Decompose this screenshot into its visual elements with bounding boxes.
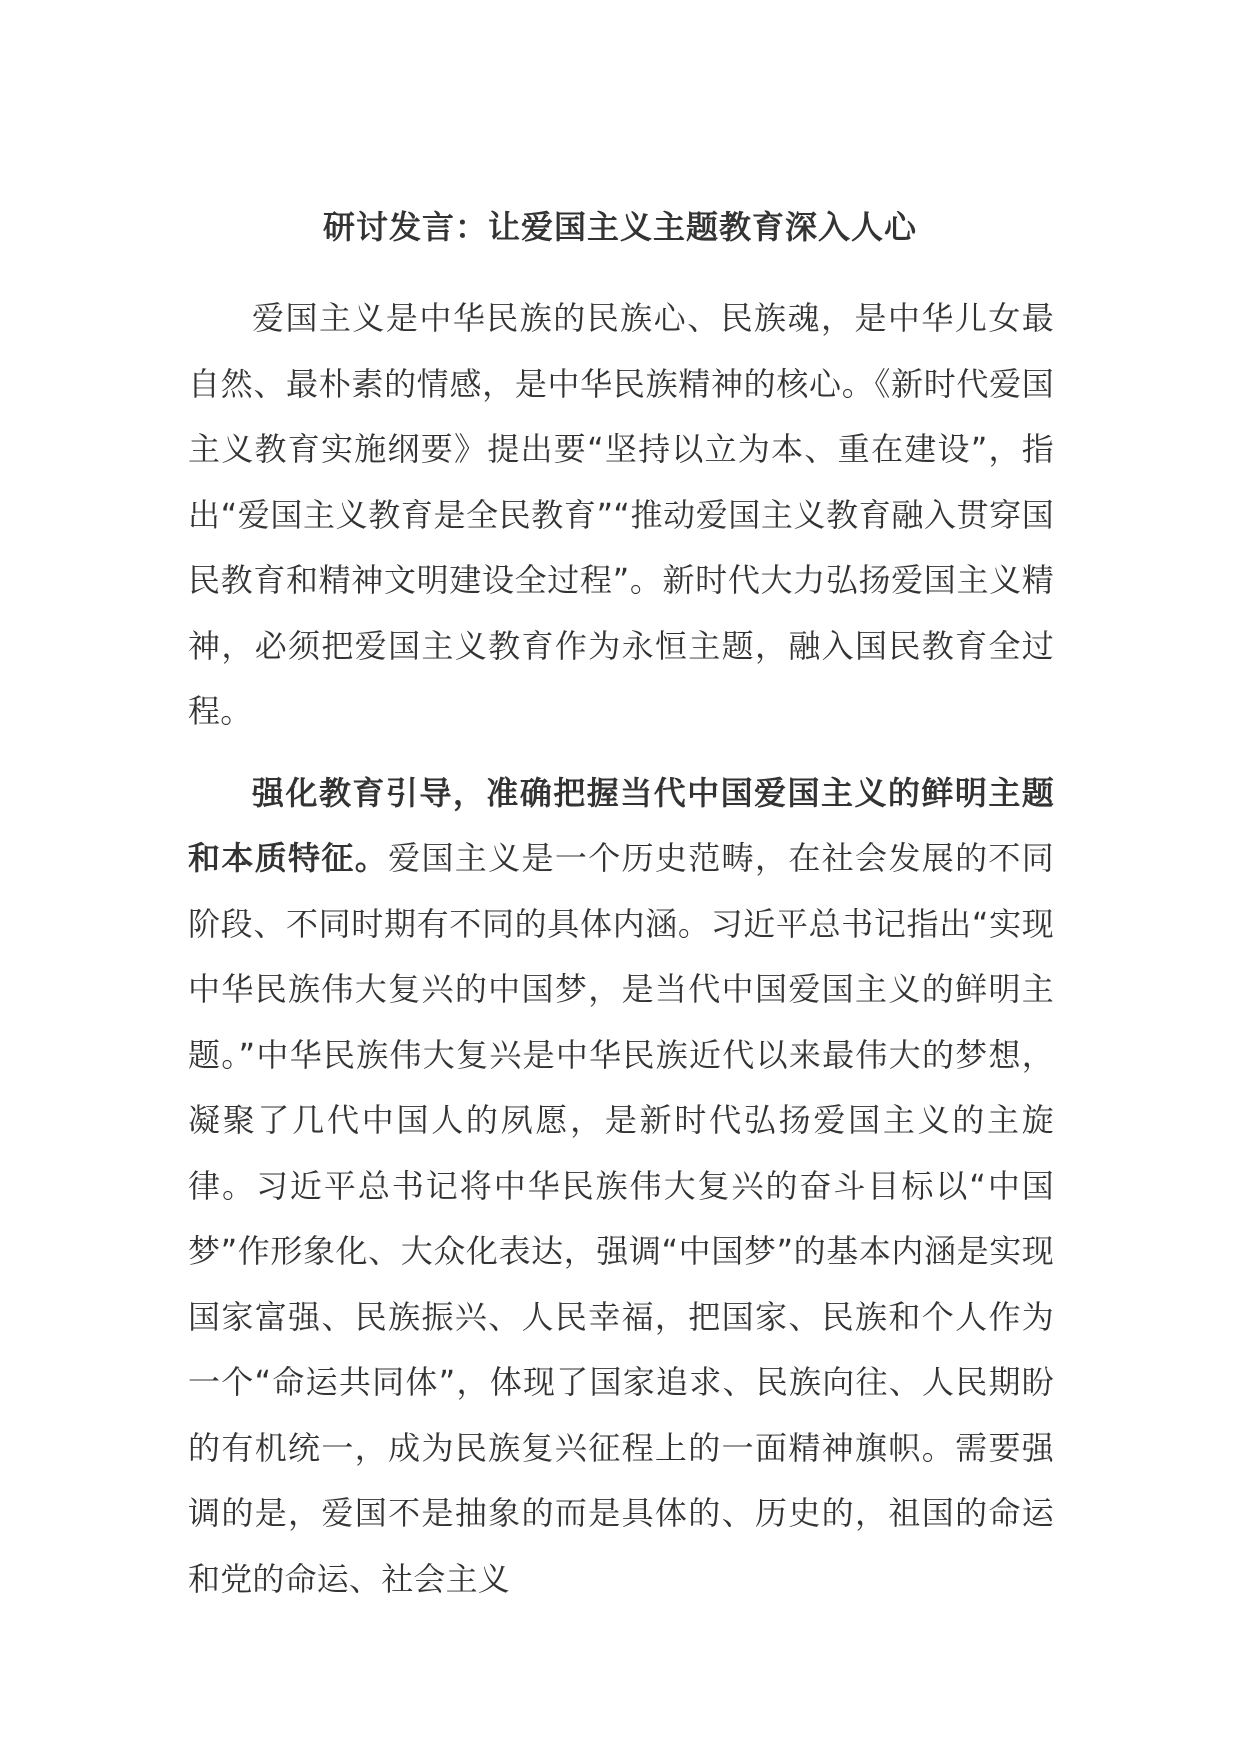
paragraph-lead-heading: 强化教育引导，准确把握当代中国爱国主义的鲜明主题和本质特征。 — [188, 773, 1054, 877]
paragraph-education-guidance-text: 爱国主义是一个历史范畴，在社会发展的不同阶段、不同时期有不同的具体内涵。习近平总书记指出“实现中华民族伟大复兴的中国梦，是当代中国爱国主义的鲜明主题。”中华民族伟大复兴是中华民族近代以来最伟大的梦想，凝聚了几代中国人的夙愿，是新时代弘扬爱国主义的主旋律。习近平总书记将中华民族伟大复兴的奋斗目标以“中国梦”作形象化、大众化表达，强调“中国梦”的基本内涵是实现国家富强、民族振兴、人民幸福，把国家、民族和个人作为一个“命运共同体”，体现了国家追求、民族向往、人民期盼的有机统一，成为民族复兴征程上的一面精神旗帜。需要强调的是，爱国不是抽象的而是具体的、历史的，祖国的命运和党的命运、社会主义 — [188, 839, 1054, 1598]
paragraph-education-guidance — [188, 761, 1054, 1613]
paragraph-intro — [188, 286, 1054, 745]
document-body — [188, 286, 1054, 1612]
document-title: 研讨发言：让爱国主义主题教育深入人心 — [322, 208, 917, 246]
paragraph-intro-text: 爱国主义是中华民族的民族心、民族魂，是中华儿女最自然、最朴素的情感，是中华民族精神的核心。《新时代爱国主义教育实施纲要》提出要“坚持以立为本、重在建设”，指出“爱国主义教育是全民教育”“推动爱国主义教育融入贯穿国民教育和精神文明建设全过程”。新时代大力弘扬爱国主义精神，必须把爱国主义教育作为永恒主题，融入国民教育全过程。 — [188, 299, 1054, 730]
